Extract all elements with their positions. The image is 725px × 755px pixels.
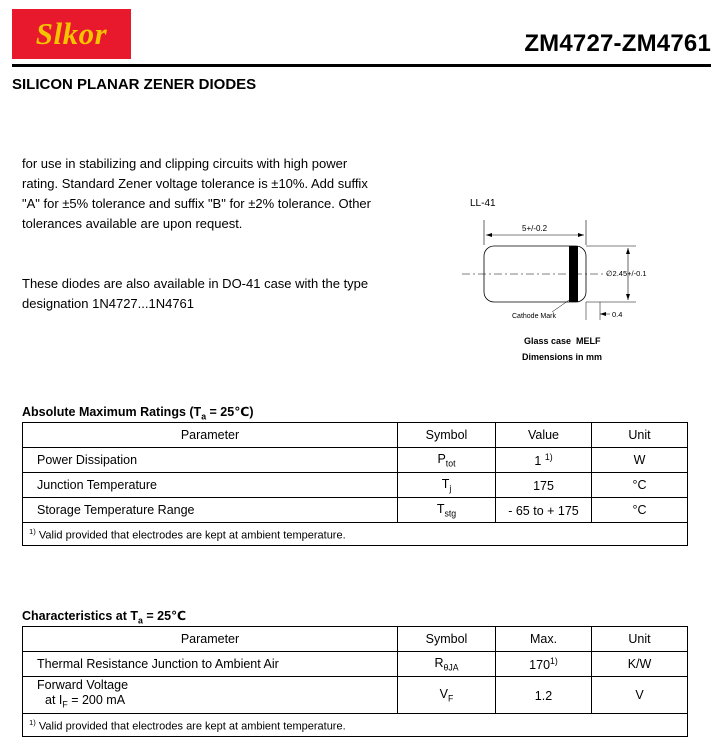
row-parameter: Storage Temperature Range xyxy=(23,498,398,523)
footnote: $^{1)}$ Valid provided that electrodes are kept at ambient temperature. xyxy=(23,523,688,546)
logo-text: Slkor xyxy=(35,16,108,51)
description-paragraph-2: These diodes are also available in DO-41 case with the type designation 1N4727...1N4761 xyxy=(22,276,369,311)
header-symbol: Symbol xyxy=(398,423,496,448)
row-parameter: Power Dissipation xyxy=(23,448,398,473)
row-parameter: Forward Voltage at $I_F = 200$ mA xyxy=(23,677,398,714)
table-row xyxy=(23,677,688,714)
header-unit: Unit xyxy=(592,627,688,652)
row-parameter: Thermal Resistance Junction to Ambient Air xyxy=(23,652,398,677)
slkor-logo xyxy=(12,9,131,59)
row-symbol: $R_{\theta JA}$ xyxy=(398,652,496,677)
caption-dimensions: Dimensions in mm xyxy=(522,352,603,362)
header-parameter: Parameter xyxy=(23,423,398,448)
dimension-length: 5+/-0.2 xyxy=(522,224,548,233)
footnote: $^{1)}$ Valid provided that electrodes are kept at ambient temperature. xyxy=(23,714,688,737)
row-symbol: $P_{tot}$ xyxy=(398,448,496,473)
row-value: 1 $^{1)}$ xyxy=(496,448,592,473)
characteristics-title: Characteristics at $T_a$ = 25℃ xyxy=(22,609,187,626)
row-unit: °C xyxy=(592,498,688,523)
dimension-end: 0.4 xyxy=(612,310,623,319)
table-row xyxy=(23,652,688,677)
characteristics-table xyxy=(22,626,688,737)
row-value: 175 xyxy=(496,473,592,498)
abs-max-table xyxy=(22,422,688,546)
package-drawing xyxy=(440,190,660,370)
table-footnote-row xyxy=(23,523,688,546)
description-paragraph-1: for use in stabilizing and clipping circuits with high power rating. Standard Zener voltage tolerance is ±10%. Add suffix "A" for ±5% tolerance and suffix "B" for ±2% tolerance. Other tolerances available are upon request. xyxy=(22,156,371,231)
table-row xyxy=(23,448,688,473)
abs-max-title: Absolute Maximum Ratings ($T_a$ = 25℃) xyxy=(22,405,254,422)
package-label: LL-41 xyxy=(470,198,496,209)
header-parameter: Parameter xyxy=(23,627,398,652)
row-unit: K/W xyxy=(592,652,688,677)
row-symbol: $V_F$ xyxy=(398,677,496,714)
row-symbol: $T_j$ xyxy=(398,473,496,498)
header-max: Max. xyxy=(496,627,592,652)
row-parameter: Junction Temperature xyxy=(23,473,398,498)
header-value: Value xyxy=(496,423,592,448)
table-row xyxy=(23,498,688,523)
row-symbol: $T_{stg}$ xyxy=(398,498,496,523)
header-symbol: Symbol xyxy=(398,627,496,652)
row-value: 1.2 xyxy=(496,677,592,714)
document-subtitle: SILICON PLANAR ZENER DIODES xyxy=(12,76,257,93)
row-value: 170$^{1)}$ xyxy=(496,652,592,677)
row-value: - 65 to + 175 xyxy=(496,498,592,523)
header-unit: Unit xyxy=(592,423,688,448)
table-header-row xyxy=(23,423,688,448)
table-header-row xyxy=(23,627,688,652)
header-divider xyxy=(12,64,711,67)
caption-glass-case: Glass case MELF xyxy=(524,336,601,346)
table-footnote-row xyxy=(23,714,688,737)
row-unit: V xyxy=(592,677,688,714)
cathode-mark-label: Cathode Mark xyxy=(512,313,556,320)
row-unit: °C xyxy=(592,473,688,498)
part-number-title: ZM4727-ZM4761 xyxy=(524,30,711,57)
table-row xyxy=(23,473,688,498)
row-unit: W xyxy=(592,448,688,473)
dimension-diameter: ∅2.45+/-0.1 xyxy=(606,269,647,278)
